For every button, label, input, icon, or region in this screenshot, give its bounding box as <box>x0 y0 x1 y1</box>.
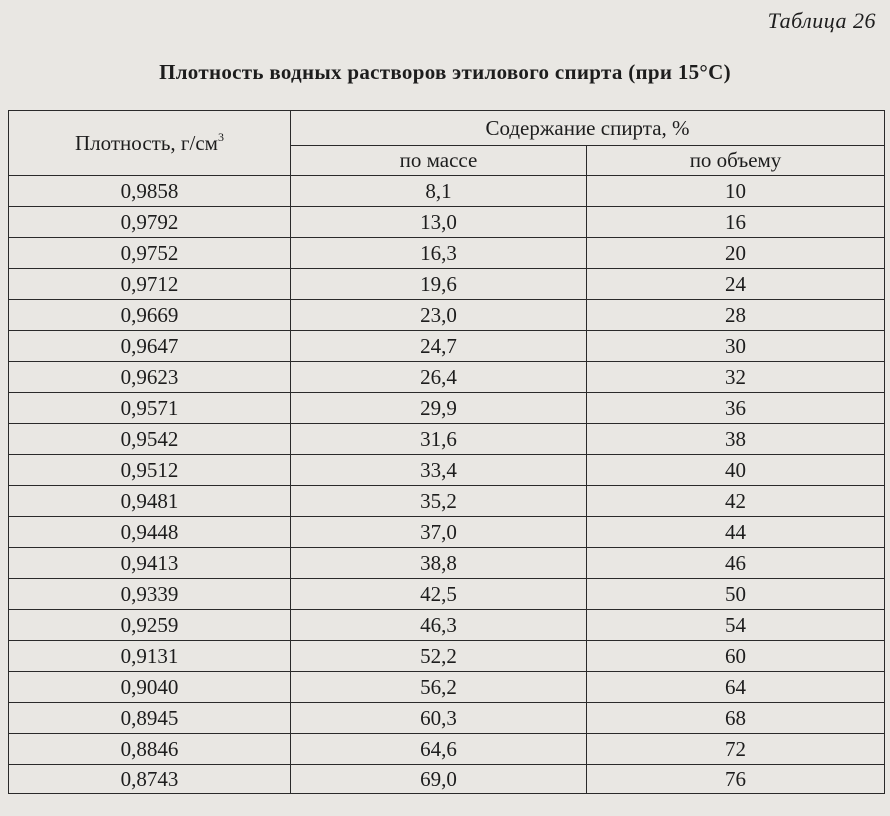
density-cell: 0,9512 <box>9 455 291 486</box>
volume-percent-cell: 40 <box>587 455 885 486</box>
volume-percent-cell: 28 <box>587 300 885 331</box>
table-row <box>9 331 885 362</box>
table-row <box>9 579 885 610</box>
table-row <box>9 610 885 641</box>
mass-percent-cell: 35,2 <box>291 486 587 517</box>
density-cell: 0,9858 <box>9 176 291 207</box>
density-cell: 0,9131 <box>9 641 291 672</box>
header-alcohol-content: Содержание спирта, % <box>291 111 885 146</box>
header-density-exponent: 3 <box>217 130 224 144</box>
table-row <box>9 486 885 517</box>
volume-percent-cell: 72 <box>587 734 885 765</box>
mass-percent-cell: 42,5 <box>291 579 587 610</box>
density-table <box>8 110 885 794</box>
mass-percent-cell: 33,4 <box>291 455 587 486</box>
table-row <box>9 424 885 455</box>
mass-percent-cell: 31,6 <box>291 424 587 455</box>
volume-percent-cell: 60 <box>587 641 885 672</box>
density-cell: 0,9542 <box>9 424 291 455</box>
density-cell: 0,8945 <box>9 703 291 734</box>
density-cell: 0,9448 <box>9 517 291 548</box>
mass-percent-cell: 19,6 <box>291 269 587 300</box>
table-title: Плотность водных растворов этилового спирта (при 15°С) <box>159 60 731 84</box>
mass-percent-cell: 29,9 <box>291 393 587 424</box>
mass-percent-cell: 46,3 <box>291 610 587 641</box>
volume-percent-cell: 16 <box>587 207 885 238</box>
header-by-volume: по объему <box>587 146 885 176</box>
mass-percent-cell: 23,0 <box>291 300 587 331</box>
header-density <box>9 111 291 176</box>
mass-percent-cell: 64,6 <box>291 734 587 765</box>
volume-percent-cell: 30 <box>587 331 885 362</box>
mass-percent-cell: 13,0 <box>291 207 587 238</box>
density-cell: 0,8846 <box>9 734 291 765</box>
density-cell: 0,9259 <box>9 610 291 641</box>
volume-percent-cell: 68 <box>587 703 885 734</box>
table-row <box>9 207 885 238</box>
table-row <box>9 300 885 331</box>
table-row <box>9 548 885 579</box>
volume-percent-cell: 44 <box>587 517 885 548</box>
mass-percent-cell: 8,1 <box>291 176 587 207</box>
table-row <box>9 641 885 672</box>
mass-percent-cell: 26,4 <box>291 362 587 393</box>
density-cell: 0,9413 <box>9 548 291 579</box>
table-row <box>9 672 885 703</box>
volume-percent-cell: 36 <box>587 393 885 424</box>
density-cell: 0,9623 <box>9 362 291 393</box>
density-cell: 0,9792 <box>9 207 291 238</box>
density-cell: 0,9712 <box>9 269 291 300</box>
volume-percent-cell: 20 <box>587 238 885 269</box>
table-row <box>9 176 885 207</box>
volume-percent-cell: 64 <box>587 672 885 703</box>
table-row <box>9 703 885 734</box>
mass-percent-cell: 24,7 <box>291 331 587 362</box>
volume-percent-cell: 42 <box>587 486 885 517</box>
mass-percent-cell: 60,3 <box>291 703 587 734</box>
volume-percent-cell: 10 <box>587 176 885 207</box>
table-row <box>9 238 885 269</box>
volume-percent-cell: 46 <box>587 548 885 579</box>
table-row <box>9 393 885 424</box>
volume-percent-cell: 32 <box>587 362 885 393</box>
density-cell: 0,9647 <box>9 331 291 362</box>
table-row <box>9 765 885 794</box>
table-row <box>9 734 885 765</box>
density-cell: 0,9571 <box>9 393 291 424</box>
table-body <box>9 176 885 794</box>
density-cell: 0,9669 <box>9 300 291 331</box>
table-row <box>9 455 885 486</box>
volume-percent-cell: 76 <box>587 765 885 794</box>
table-number-label: Таблица 26 <box>767 8 876 33</box>
mass-percent-cell: 38,8 <box>291 548 587 579</box>
table-row <box>9 362 885 393</box>
header-density-label: Плотность, г/см <box>75 131 218 155</box>
mass-percent-cell: 37,0 <box>291 517 587 548</box>
mass-percent-cell: 69,0 <box>291 765 587 794</box>
header-by-mass: по массе <box>291 146 587 176</box>
density-cell: 0,8743 <box>9 765 291 794</box>
volume-percent-cell: 54 <box>587 610 885 641</box>
density-cell: 0,9752 <box>9 238 291 269</box>
table-row <box>9 269 885 300</box>
density-cell: 0,9339 <box>9 579 291 610</box>
mass-percent-cell: 52,2 <box>291 641 587 672</box>
table-row <box>9 517 885 548</box>
volume-percent-cell: 38 <box>587 424 885 455</box>
mass-percent-cell: 16,3 <box>291 238 587 269</box>
density-cell: 0,9481 <box>9 486 291 517</box>
density-cell: 0,9040 <box>9 672 291 703</box>
volume-percent-cell: 50 <box>587 579 885 610</box>
volume-percent-cell: 24 <box>587 269 885 300</box>
mass-percent-cell: 56,2 <box>291 672 587 703</box>
